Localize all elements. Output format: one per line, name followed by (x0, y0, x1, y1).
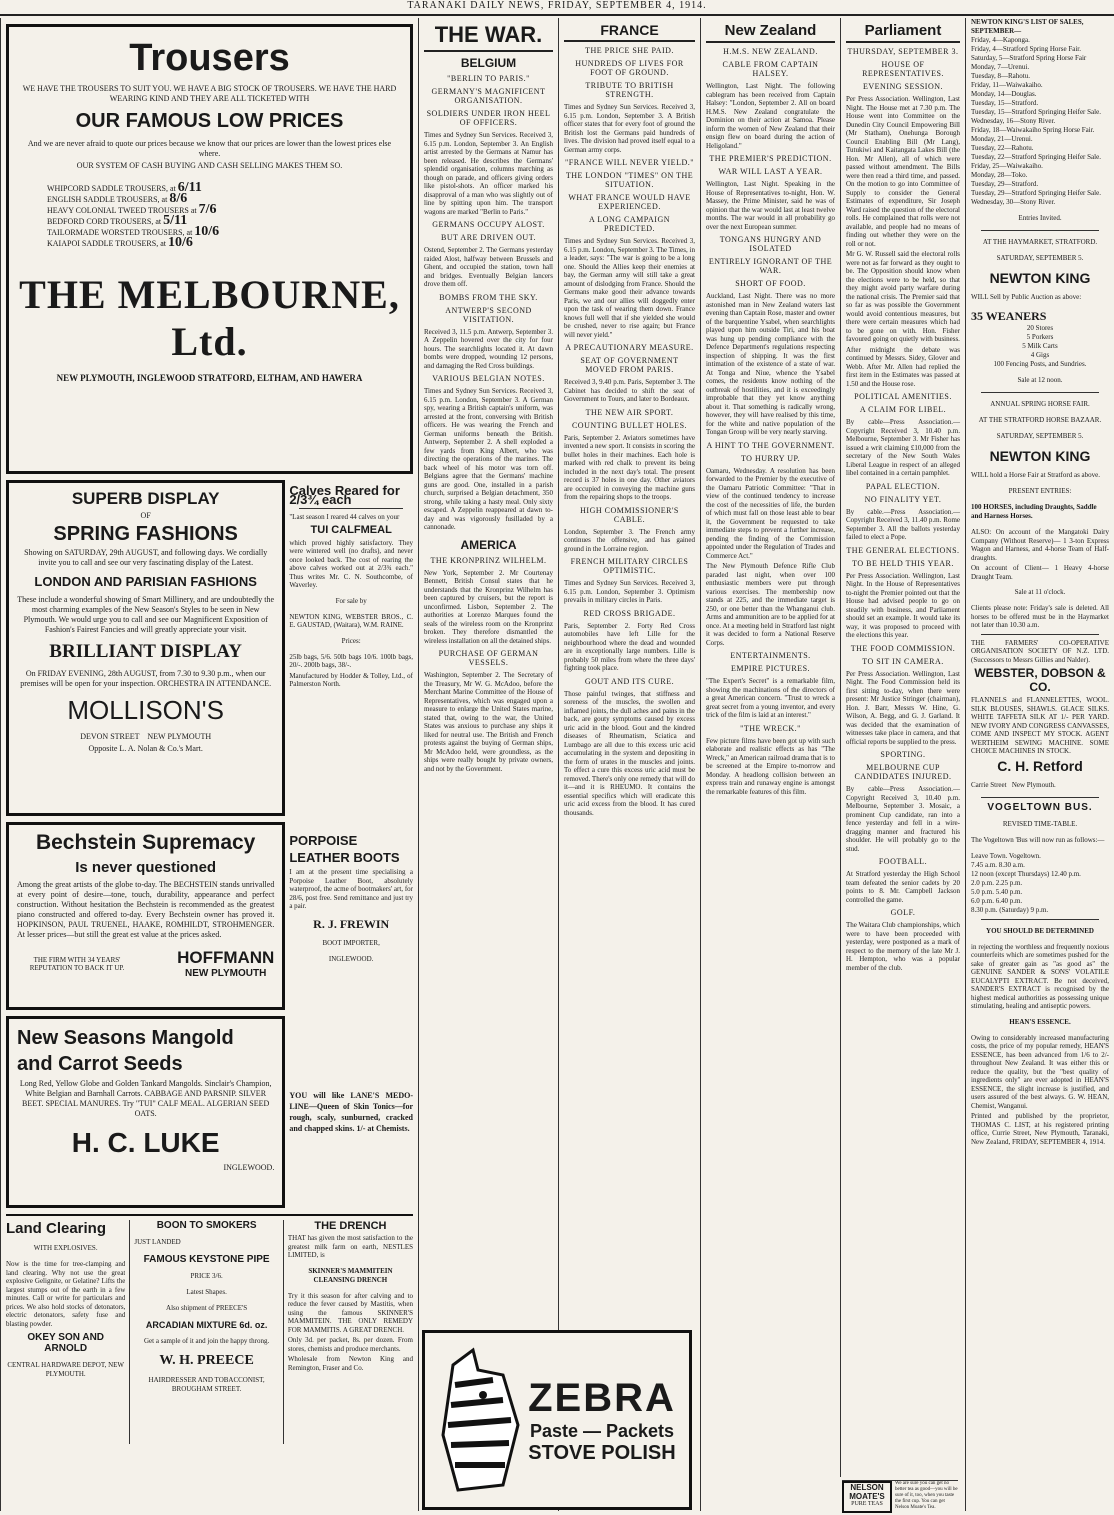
france-h12: HIGH COMMISSIONER'S CABLE. (580, 505, 679, 524)
list-item: Friday, 25—Waiwakaiho. (971, 162, 1043, 170)
parliament-h11: SPORTING. (880, 750, 926, 759)
america-heading: AMERICA (460, 537, 517, 552)
drench-product: SKINNER'S MAMMITEIN CLEANSING DRENCH (308, 1266, 393, 1284)
list-item: Tuesday, 22—Rahotu. (971, 144, 1034, 152)
list-item: Friday, 4—Stratford Spring Horse Fair. (971, 45, 1081, 53)
frewin-name: R. J. FREWIN (313, 916, 390, 931)
bechstein-subtitle: Is never questioned (75, 859, 217, 876)
list-item: Friday, 11—Waiwakaiho. (971, 81, 1043, 89)
bechstein-text: Among the great artists of the globe to-day. The BECHSTEIN stands unrivalled at every point of desire—tone, touch, durability, appearance and perfect construction. Without hesitation the Bechstein is recommended as the greatest piano constructed and offered to-day. Every Bechstein owner has proved it. HOPKINSON, PAUL TRUENEL, HAAKE, ROMHILDT, STROHMENGER. At lesser prices—but still the great est value at the prices asked. (17, 880, 275, 939)
column-notices (965, 18, 1114, 1511)
war-h4: GERMANS OCCUPY ALOST. (432, 220, 545, 229)
nz-title: New Zealand (706, 22, 835, 43)
fashion-text2: These include a wonderful showing of Smart Millinery, and are undoubtedly the most charming examples of the New Season's Styles to be seen in New Plymouth. We would urge you to call and see our Magnificent Exposition of Fashion's Fairest Fancies and will greatly appreciate your visit. (17, 595, 275, 634)
list-item: Monday, 7—Urenui. (971, 63, 1030, 71)
newton-weaners: 35 WEANERS (971, 309, 1047, 323)
bechstein-ad (6, 822, 285, 1010)
parliament-p8: By cable—Press Association.—Copyright Received 3, 10.40 p.m. Melbourne, September 3. Mosaic, a prominent Cup candidate, ran into a fence yesterday and fell in a wire-dragging manner and fractured his shoulder. He will probably go to the stud. (846, 785, 960, 853)
land-sub: WITH EXPLOSIVES. (33, 1244, 98, 1252)
trousers-item: WHIPCORD SADDLE TROUSERS, at 6/11 (47, 180, 202, 195)
list-item: Tuesday, 22—Stratford Springing Heifer Sale. (971, 153, 1101, 161)
list-item: Friday, 4—Kaponga. (971, 36, 1030, 44)
war-p1: Times and Sydney Sun Services. Received 3, 6.15 p.m. London, September 3. An English artist arrested by the Germans at Namur has been released. He describes the Germans' splendid organisation, columns marching as though on parade, and officers giving orders like pistol-shots. An officer marked his disapproval of a man who was slightly out of line by spitting upon him. The transport wagons are marked "Berlin to Paris." (424, 131, 553, 216)
sander-text: in rejecting the worthless and frequently noxious counterfeits which are sometimes pushed for the sake of greater gain as "as good as" the GENUINE SANDER & SONS' VOLATILE EUCALYPTI EXTRACT. Be not deceived, SANDER'S EXTRACT is recognised by the highest medical authorities as possessing unique stimulating, healing and antiseptic powers. (971, 942, 1109, 1010)
table-row: 7.45 a.m. 8.30 a.m. (971, 860, 1025, 869)
luke-town: INGLEWOOD. (223, 1163, 275, 1172)
parliament-h10: TO SIT IN CAMERA. (862, 656, 944, 666)
list-item: Tuesday, 15—Stratford Springing Heifer Sale. (971, 108, 1101, 116)
land-text: Now is the time for tree-clamping and land clearing. Why not use the great explosive Gelignite, or Gelatine? Lifts the largest stumps out of the earth in a few minutes. Call or write for particulars and prices. We also hold stocks of detonators, electric detonators, safety fuse and blasting powder. (6, 1260, 126, 1328)
newton-sale1: Sale at 12 noon. (1017, 376, 1063, 384)
france-p2: Times and Sydney Sun Services. Received 3, 6.15 p.m. London, September 3. The Times, in a leader, says: "The war is going to be a long one. Should the Allies keep their enemies at bay, the German army will still take a great amount of dislodging from France. Should the Germans make good their advance towards Paris, we and our allies will doggedly enter upon the task of wearing them down. France knows full well that if she yielded she would be crushed, never to rise again; but France will never yield." (564, 237, 695, 339)
calves-sellers: NEWTON KING, WEBSTER BROS., C. E. GAUSTAD, (Waitara), W.M. RAINE. (289, 612, 413, 629)
mangold-text: Long Red, Yellow Globe and Golden Tankard Mangolds. Sinclair's Champion, White Belgian and Barnhall Carrots. CABBAGE AND PARSNIP. SILVER BEET. SPECIAL MANURES. Try "TUI" CALF MEAL. ALGERIAN SEED OATS. (19, 1079, 272, 1118)
list-item: 20 Stores (1026, 324, 1054, 332)
nz-h6: ENTIRELY IGNORANT OF THE WAR. (708, 257, 833, 275)
calves-title: Calves Reared for 2/3¾ each (289, 483, 400, 507)
nz-p2: Wellington, Last Night. Speaking in the House of Representatives to-night, Hon. W. Massey, the Prime Minister, said he was of opinion that the war would last at least twelve months. The war would in all probability go over the next European summer. (706, 180, 835, 231)
nz-h8: A HINT TO THE GOVERNMENT. (706, 440, 835, 450)
lanes-ad (289, 1016, 413, 1208)
parliament-h14: GOLF. (890, 908, 916, 917)
parliament-h2: EVENING SESSION. (863, 82, 943, 91)
calves-quote: "Last season I reared 44 calves on your (289, 513, 400, 521)
land-ad (6, 1220, 125, 1444)
list-item: Monday, 21—Urenui. (971, 135, 1033, 143)
trousers-title: Trousers (129, 37, 290, 79)
newton-date2: SATURDAY, SEPTEMBER 5. (996, 432, 1084, 440)
mangold-title: New Seasons Mangold and Carrot Seeds (17, 1027, 234, 1075)
list-item: Monday, 14—Douglas. (971, 90, 1037, 98)
war-h6: BOMBS FROM THE SKY. (439, 292, 538, 302)
column-parliament (840, 18, 965, 1477)
war-p3: Received 3, 11.5 p.m. Antwerp, September 3. A Zeppelin hovered over the city for four hours. The searchlights located it. At dawn bombs were dropped, wounding 12 persons, and damaging the Red Cross buildings. (424, 327, 553, 370)
france-p8: Those painful twinges, that stiffness and soreness of the muscles, the swollen and inflamed joints, the dull aches and pains in the back, are gouty symptoms caused by excess uric acid in the blood. Gout and the kindred diseases of Rheumatism, Sciatica and Lumbago are all due to this excess uric acid accumulating in the system and depositing in the form of urates in the muscles and joints. To effect a cure this excess uric acid must be removed. There's only one remedy that will do it—and it is RHEUMO. It contains the essential specifics which will eradicate this uric acid excess from the blood. It has cured thousands. (564, 689, 695, 817)
france-p6: Times and Sydney Sun Services. Received 3, 6.15 p.m. London, September 3. Optimism prevails in military circles in Paris. (564, 579, 695, 604)
zebra-line1: Paste — Packets (529, 1420, 675, 1441)
france-h3: TRIBUTE TO BRITISH STRENGTH. (585, 81, 674, 99)
fashion-text3: On FRIDAY EVENING, 28th AUGUST, from 7.30 to 9.30 p.m., when our premises will be open for your inspection. ORCHESTRA IN ATTENDANCE. (20, 669, 272, 688)
list-item: Monday, 28—Toko. (971, 171, 1028, 179)
newton-text2: WILL hold a Horse Fair at Stratford as above. (971, 471, 1101, 479)
france-h15: GOUT AND ITS CURE. (584, 676, 675, 686)
trousers-item: ENGLISH SADDLE TROUSERS, at 8/6 (47, 191, 188, 206)
war-h8: VARIOUS BELGIAN NOTES. (432, 374, 545, 383)
france-h9: SEAT OF GOVERNMENT MOVED FROM PARIS. (580, 356, 679, 374)
column-ads-left (0, 18, 418, 1511)
bus-text: The Vogeltown 'Bus will now run as follows:— (971, 835, 1105, 844)
drench-ad (283, 1220, 413, 1444)
france-p1: Times and Sydney Sun Services. Received 3, 6.15 p.m. London, September 3. A British officer states that for every foot of ground the British lost the Germans paid hundreds of lives. The division had proved itself equal to a German army corps. (564, 103, 695, 154)
bus-title: VOGELTOWN BUS. (987, 801, 1093, 813)
parliament-h7: THE GENERAL ELECTIONS. (846, 545, 960, 555)
okey-address: CENTRAL HARDWARE DEPOT, NEW PLYMOUTH. (7, 1361, 125, 1378)
parliament-p9: At Stratford yesterday the High School team defeated the senior cadets by 20 points to 8. Mr. Campbell Jackson controlled the game. (846, 870, 960, 904)
list-item: Saturday, 5—Stratford Spring Horse Fair (971, 54, 1087, 62)
calves-ad (289, 480, 413, 816)
war-p2: Ostend, September 2. The Germans yesterday raided Alost, halfway between Brussels and Ghent, and occupied the station, town hall and bridges. Eventually Belgian lancers drove them off. (424, 246, 553, 288)
newton-title: NEWTON KING'S LIST OF SALES, SEPTEMBER— (971, 18, 1084, 35)
trousers-line1: And we are never afraid to quote our prices because we know that our prices are lower than the lowest prices else where. (27, 139, 392, 158)
nz-h9: TO HURRY UP. (740, 453, 801, 463)
bechstein-title: Bechstein Supremacy (35, 831, 256, 854)
newton-sale2: Sale at 11 o'clock. (1014, 588, 1066, 596)
list-item: Wednesday, 30—Stony River. (971, 198, 1056, 206)
nz-h3: THE PREMIER'S PREDICTION. (709, 154, 832, 163)
mangold-ad (6, 1016, 285, 1208)
calves-sale-by: For sale by (335, 596, 367, 605)
arcadian-mixture: ARCADIAN MIXTURE 6d. oz. (145, 1320, 268, 1330)
france-h5: THE LONDON "TIMES" ON THE SITUATION. (565, 171, 694, 189)
france-h10: THE NEW AIR SPORT. (585, 407, 674, 417)
zebra-ad (422, 1330, 692, 1510)
table-row: Leave Town. Vogeltown. (971, 851, 1041, 860)
smokers-also: Also shipment of PREECE'S (166, 1304, 248, 1312)
preece-role: HAIRDRESSER AND TOBACCONIST, BROUGHAM STREET. (148, 1376, 265, 1393)
drench-sellers: Wholesale from Newton King and Remington, Fraser and Co. (287, 1355, 413, 1372)
smokers-ad (129, 1220, 278, 1444)
calves-product: TUI CALFMEAL (310, 523, 392, 536)
printer-imprint: Printed and published by the proprietor, THOMAS C. LIST, at his registered printing office, Currie Street, New Plymouth, Taranaki, New Zealand, FRIDAY, SEPTEMBER 4, 1914. (971, 1112, 1109, 1146)
webster-goods: FLANNELS and FLANNELETTES, WOOL. SILK BLOUSES, SHAWLS. GLACE SILKS. WHITE TAFFETA SILK AT 1/- PER YARD. NEW IVORY AND CONGRESS CANVASSES, COME AND INSPECT MY STOCK. AGENT WERTHEIM SEWING MACHINE. SOME CHOICE MACHINES IN STOCK. (971, 696, 1109, 755)
calves-prices: 25lb bags, 5/6. 50lb bags 10/6. 100lb bags, 20/-. 200lb bags, 38/-. (289, 652, 413, 669)
list-item: Tuesday, 29—Stratford Springing Heifer Sale. (971, 189, 1101, 197)
pipe-price: PRICE 3/6. (190, 1272, 223, 1280)
column-france (558, 18, 700, 1511)
fashion-line3: LONDON AND PARISIAN FASHIONS (34, 574, 257, 589)
newton-horses: 100 HORSES, including Draughts, Saddle and Harness Horses. (971, 503, 1097, 520)
france-p3: Received 3, 9.40 p.m. Paris, September 3. The Cabinet has decided to shift the seat of Government to Tours, and later to Bordeaux. (564, 378, 695, 403)
newton-text1: WILL Sell by Public Auction as above: (971, 293, 1082, 301)
parliament-h12: MELBOURNE CUP CANDIDATES INJURED. (854, 763, 952, 781)
webster-dobson: WEBSTER, DOBSON & CO. (974, 666, 1106, 694)
belgium-heading: BELGIUM (460, 56, 517, 70)
war-title: THE WAR. (424, 22, 553, 52)
parliament-p3: After midnight the debate was continued by Messrs. Sidey, Glover and Webb. After Mr. Allen had replied the first item in the Estimates was passed at 1.50 and the House rose. (846, 345, 960, 388)
smokers-line1: JUST LANDED (134, 1238, 181, 1246)
trousers-item: BEDFORD CORD TROUSERS, at 5/11 (47, 213, 188, 228)
war-h1: "BERLIN TO PARIS." (447, 74, 530, 83)
list-item: Tuesday, 8—Rahotu. (971, 72, 1030, 80)
france-h13: FRENCH MILITARY CIRCLES OPTIMISTIC. (570, 557, 689, 575)
table-row: 5.0 p.m. 5.40 p.m. (971, 887, 1023, 896)
war-p5: New York, September 2. Mr Courtenay Bennett, British Consul states that he understands that the Kronprinz Wilhelm has been captured by cruisers, but the report is unconfirmed. Lisbon, September 2. The authorities at Lorenzo Marques found the seals of the wireless room on the Kronprinz broken. They therefore dismantled the wireless installation on all the detained ships. (424, 568, 553, 645)
newton-h1: ANNUAL SPRING HORSE FAIR. (990, 400, 1090, 408)
calves-text: which proved highly satisfactory. They were wintered well (no drafts), and never once looked back. The cost of rearing the above calves worked out at 2/3¾ each." Thus writes Mr. C. N. Southcombe, of Waverley. (289, 538, 413, 589)
smokers-sample: Get a sample of it and join the happy throng. (144, 1337, 270, 1345)
table-row: 2.0 p.m. 2.25 p.m. (971, 878, 1023, 887)
newton-name1: NEWTON KING (989, 270, 1091, 286)
list-item: 100 Fencing Posts, and Sundries. (993, 360, 1087, 368)
calves-maker: Manufactured by Hodder & Tolley, Ltd., of Palmerston North. (289, 671, 413, 688)
drench-price: Only 3d. per packet, 8s. per dozen. From stores, chemists and produce merchants. (287, 1336, 413, 1353)
war-h10: PURCHASE OF GERMAN VESSELS. (438, 649, 539, 667)
war-p4: Times and Sydney Sun Services. Received 3, 6.15 p.m. London, September 3. A German spy, wearing a British captain's uniform, was arrested at the front, conversing with British officers. He was wearing the French and German uniforms beneath the British. Antwerp, September 2. A shell exploded a few yards from King Albert, who was directing the operations of the marines. The back wheel of his motor was torn off. Belgians agree that the Germans' machine guns are good. One, installed in a parish church, surprised a Belgian detachment, 350 strong, while taking a hasty meal. Only sixty escaped. A Zeppelin reappeared at dawn to-day and was vigorously fusilladed by a cannonade. (424, 387, 553, 531)
column-nz (700, 18, 840, 1511)
trousers-headline: OUR FAMOUS LOW PRICES (75, 110, 344, 132)
keystone-pipe: FAMOUS KEYSTONE PIPE (143, 1254, 270, 1265)
war-h2: GERMANY'S MAGNIFICENT ORGANISATION. (431, 87, 546, 105)
france-h7: A LONG CAMPAIGN PREDICTED. (589, 215, 670, 233)
nz-h11: EMPIRE PICTURES. (730, 664, 811, 673)
fashion-line4: BRILLIANT DISPLAY (49, 641, 243, 662)
sander-title: YOU SHOULD BE DETERMINED (986, 926, 1094, 935)
smokers-title: BOON TO SMOKERS (156, 1220, 257, 1231)
porpoise-ad (289, 822, 413, 1010)
mollisons-address: DEVON STREET NEW PLYMOUTH (80, 732, 212, 741)
fashion-text1: Showing on SATURDAY, 29th AUGUST, and following days. We cordially invite you to call and see our very fascinating display of the Latest. (24, 548, 268, 567)
retford-address: Carrie Street New Plymouth. (971, 780, 1056, 789)
trousers-item: KAIAPOI SADDLE TROUSERS, at 10/6 (47, 235, 193, 250)
nelson-brand: NELSON MOATE'S (849, 1483, 885, 1501)
calves-prices-label: Prices: (341, 636, 361, 645)
parliament-p4: By cable—Press Association.—Copyright Received 3, 10.40 p.m. Melbourne, September 3. Mr Fisher has issued a writ claiming £10,000 from the secretary of the New South Wales Liberal League in respect of an alleged libel contained in a certain pamphlet. (846, 418, 960, 477)
france-h4: "FRANCE WILL NEVER YIELD." (565, 158, 694, 167)
table-row: 12 noon (except Thursdays) 12.40 p.m. (971, 869, 1081, 878)
bechstein-firm: THE FIRM WITH 34 YEARS' REPUTATION TO BACK IT UP. (29, 955, 125, 972)
masthead: TARANAKI DAILY NEWS, FRIDAY, SEPTEMBER 4, 1914. (0, 0, 1114, 16)
column-war (418, 18, 558, 1511)
newton-date1: SATURDAY, SEPTEMBER 5. (996, 254, 1084, 262)
war-h3: SOLDIERS UNDER IRON HEEL OF OFFICERS. (426, 109, 551, 127)
list-item: Tuesday, 15—Stratford. (971, 99, 1039, 107)
parliament-p2: Mr G. W. Russell said the electoral rolls were not as far forward as they ought to be. The Opposition should know when the elections were to be held, so that they might avoid party warfare during the national crisis. The Premier said that so far as was possible the Government would avoid contentious measures, but there were certain measures which had to be gone on with. Hon. Fisher favoured going on quietly with business. (846, 250, 960, 343)
porpoise-title: PORPOISE LEATHER BOOTS (289, 833, 400, 865)
land-title: Land Clearing (6, 1220, 107, 1237)
france-h14: RED CROSS BRIGADE. (583, 608, 676, 618)
france-p7: Paris, September 2. Forty Red Cross automobiles have left Lille for the neighbourhood where the dead and wounded are in exceptionally large numbers. Lille is probably 50 miles from where the three days' fighting took place. (564, 621, 695, 672)
war-p6: Washington, September 2. The Secretary of the Treasury, Mr W. G. McAdoo, before the Merchant Marine Committee of the House of Representatives, which was engaged upon a measure to enlarge the United States marine, stated that, owing to the war, the United States was anxious to purchase any ships it liked for neutral use. The British and French protests against the buying of German ships, Mr McAdoo held, were groundless, as the ships were really bought by private owners, and not by the Government. (424, 671, 553, 773)
nelson-text: We are sure you can get no better tea as good—you will be sure of it, too, when you taste the first cup. You can get Nelson Moate's Tea. (895, 1481, 958, 1510)
nz-p6: "The Expert's Secret" is a remarkable film, showing the machinations of the directors of a great American concern. "Trust to wreck a great secret from a young inventor, and every trick of the film is laid at an interest." (706, 677, 835, 719)
list-item: 5 Porkers (1026, 333, 1054, 341)
zebra-line2: STOVE POLISH (528, 1441, 676, 1464)
parliament-title: Parliament (846, 22, 960, 43)
newton-farmers: THE FARMERS' CO-OPERATIVE ORGANISATION SOCIETY OF N.Z. LTD. (Successors to Messrs Gillies and Nalder). (971, 638, 1109, 664)
newton-name2: NEWTON KING (989, 448, 1091, 464)
newton-clients: Clients please note: Friday's sale is deleted. All horses to be offered must be in the Haymarket not later than 10.30 a.m. (971, 604, 1109, 629)
newton-haymarket: AT THE HAYMARKET, STRATFORD. (982, 238, 1098, 246)
hean-title: HEAN'S ESSENCE. (1009, 1017, 1071, 1026)
parliament-h6: NO FINALITY YET. (864, 494, 942, 504)
fashion-line1: SUPERB DISPLAY (71, 489, 220, 508)
nz-h10: ENTERTAINMENTS. (730, 651, 811, 660)
trousers-line2: OUR SYSTEM OF CASH BUYING AND CASH SELLING MAKES THEM SO. (76, 161, 343, 170)
porpoise-text: I am at the present time specialising a Porpoise Leather Boot, absolutely waterproof, the acme of bootmakers' art, for 28/6, post free. Send remittance and just try a pair. (289, 868, 413, 910)
france-p4: Paris, September 2. Aviators sometimes have invented a new sport. It consists in scoring the bullet holes in their machines. Each hole is marked with red chalk to prevent its being included in the next day's total. The present record is 37 holes in one day. Other aviators are occupied in conveying the machine guns from the repairing shops to the troops. (564, 433, 695, 501)
bus-sub: REVISED TIME-TABLE. (1002, 819, 1078, 828)
parliament-p7: Per Press Association. Wellington, Last Night. The Food Commission held its first sitting to-day, when there were present: Mr Justice Stringer (chairman), Hon. J. Barr, Messrs W. Hine, G. Wilson, A. Begg, and G. J. Garland. It was decided that the examination of witnesses take place in camera, and that official reports be supplied to the press. (846, 669, 960, 746)
drench-text: THAT has given the most satisfaction to the greatest milk farm on earth, NESTLES LIMITED, is (287, 1234, 413, 1259)
zebra-head-icon (433, 1345, 523, 1495)
trousers-item: HEAVY COLONIAL TWEED TROUSERS at 7/6 (47, 202, 217, 217)
france-h2: HUNDREDS OF LIVES FOR FOOT OF GROUND. (575, 59, 684, 77)
hoffmann-store: HOFFMANN (177, 948, 275, 967)
newton-account: On account of Client— 1 Heavy 4-horse Draught Team. (971, 564, 1109, 581)
table-row: 8.30 p.m. (Saturday) 9 p.m. (971, 905, 1049, 914)
parliament-h13: FOOTBALL. (878, 857, 928, 866)
newton-h2: AT THE STRATFORD HORSE BAZAAR. (978, 416, 1102, 424)
list-item: Tuesday, 29—Stratford. (971, 180, 1039, 188)
nz-p1: Wellington, Last Night. The following cablegram has been received from Captain Halsey: "London, September 2. All on board H.M.S. New Zealand congratulate the Dominion on their action at Samoa. Please inform the women of New Zealand that their ensign flew on board during the action of Heligoland." (706, 82, 835, 150)
retford-name: C. H. Retford (997, 757, 1083, 774)
list-item: 4 Gigs (1030, 351, 1050, 359)
luke-name: H. C. LUKE (71, 1127, 220, 1158)
parliament-h1: HOUSE OF REPRESENTATIVES. (862, 60, 944, 78)
parliament-date: THURSDAY, SEPTEMBER 3. (847, 47, 959, 56)
frewin-town: INGLEWOOD. (328, 954, 374, 963)
france-p5: London, September 3. The French army continues the offensive, and has gained ground in the Lorraine region. (564, 527, 695, 553)
war-h9: THE KRONPRINZ WILHELM. (430, 555, 547, 565)
nelson-ad (842, 1480, 958, 1513)
war-h5: BUT ARE DRIVEN OUT. (441, 233, 536, 242)
list-item: 5 Milk Carts (1022, 342, 1058, 350)
parliament-h4: A CLAIM FOR LIBEL. (859, 405, 947, 414)
war-h7: ANTWERP'S SECOND VISITATION. (445, 305, 532, 324)
france-h6: WHAT FRANCE WOULD HAVE EXPERIENCED. (568, 193, 691, 211)
parliament-p1: Per Press Association. Wellington, Last Night. The House met at 7.30 p.m. The House went into Committee on the Dunedin City Council Empowering Bill (Mr Statham), Onehunga Borough Council Enabling Bill (Mr Lang), Tutukiwi and Kaitangata Lakes Bill (the Hon. Mr Allen), all of which were passed without amendment. The Bills were then read a third time, and passed. On the motion to go into Committee of Supply to consider the General Estimates of expenditure, Sir Joseph Ward raised the question of the electoral rolls. He complained that rolls were not available, and people had no means of finding out whether they were on the roll or not. (846, 95, 960, 248)
newton-sales-list (971, 36, 1109, 207)
trousers-ad (6, 24, 413, 474)
fashion-line2: SPRING FASHIONS (53, 523, 238, 545)
nelson-sub: PURE TEAS (851, 1501, 883, 1507)
drench-text2: Try it this season for after calving and to reduce the fever caused by Mastitis, when using the famous SKINNER'S MAMMITEIN. THE ONLY REMEDY FOR MAMMITIS. A GREAT DRENCH. (287, 1291, 413, 1334)
nz-h7: SHORT OF FOOD. (735, 279, 806, 288)
frewin-role: BOOT IMPORTER, (322, 938, 380, 947)
newton-also: ALSO: On account of the Mangatoki Dairy Company (Without Reserve)— 1 3-ton Express Wagon and Harness, and 4-horse Team of Half-draughts. (971, 528, 1109, 562)
france-h1: THE PRICE SHE PAID. (585, 46, 674, 55)
nz-h5: TONGANS HUNGRY AND ISOLATED (719, 235, 822, 253)
parliament-p10: The Waitara Club championships, which were to have been proceeded with yesterday, were postponed as a mark of respect to the memory of the late Mr J. H. Hempton, who was a popular member of the club. (846, 921, 960, 972)
newton-entries: Entries Invited. (1018, 214, 1062, 222)
parliament-h5: PAPAL ELECTION. (865, 481, 941, 491)
okey-store: OKEY SON AND ARNOLD (27, 1332, 105, 1354)
nz-h12: "THE WRECK." (740, 723, 801, 733)
hoffmann-town: NEW PLYMOUTH (185, 968, 267, 979)
mollisons-store: MOLLISON'S (67, 695, 224, 725)
melbourne-towns: NEW PLYMOUTH, INGLEWOOD STRATFORD, ELTHAM, AND HAWERA (56, 373, 363, 383)
newton-entries2: PRESENT ENTRIES: (1008, 487, 1072, 495)
list-item: Wednesday, 16—Stony River. (971, 117, 1056, 125)
parliament-h9: THE FOOD COMMISSION. (850, 643, 956, 653)
parliament-p5: By cable.—Press Association.—Copyright Received 3, 11.40 p.m. Rome September 3. All the ballots yesterday failed to elect a Pope. (846, 507, 960, 541)
lanes-text: YOU will like LANE'S MEDO-LINE—Queen of Skin Tonics—for rough, scaly, sunburned, cracked and chapped skins. 1/- at Chemists. (289, 1091, 413, 1133)
fashion-ad (6, 480, 285, 816)
france-title: FRANCE (564, 22, 695, 42)
trousers-intro: WE HAVE THE TROUSERS TO SUIT YOU. WE HAVE A BIG STOCK OF TROUSERS. WE HAVE THE HARD WEARING KIND AND THEY ARE ALL TICKETED WITH (22, 84, 397, 103)
nz-p5: The New Plymouth Defence Rifle Club paraded last night, when over 100 enthusiastic members were put through various exercises. The membership now stands at 225, and the immediate target is 250, or one better than the Whanganui club. Arms and ammunition are to be applied for at once. At a meeting held in Stratford last night it was decided to form a National Reserve Corps. (706, 562, 835, 647)
hean-text: Owing to considerably increased manufacturing costs, the price of my popular remedy, HEAN'S ESSENCE, has been advanced from 1/6 to 2/- throughout New Zealand. It was either this or reduce the quality, but the "best quality of ingredients only" are ever adopted in HEAN'S ESSENCE, the slight increase is justified, and users assured of the best always. G. W. HEAN, Chemist, Wanganui. (971, 1033, 1109, 1110)
nz-h1: H.M.S. NEW ZEALAND. (723, 47, 818, 56)
list-item: Friday, 18—Waiwakaiho Spring Horse Fair. (971, 126, 1095, 134)
nz-p3: Auckland, Last Night. There was no more astonished man in New Zealand waters last evening than Captain Rose, master and owner of the barquentine Ysabel, when searchlights played upon him outside Tiri, and his boat was hung up pending compliance with the Defence Department's regulations respecting inspection of shipping. It was the first intimation of the existence of a state of war. At Tonga and Niue, whence the Ysabel comes, the residents know nothing of the outbreak of hostilities, and it is exceedingly improbable that they yet know anything about it. That something is radically wrong, however, they will have realised by this time, for the white and native population of the Tongan Group will be very nearly starving. (706, 292, 835, 436)
zebra-title: ZEBRA (528, 1375, 676, 1420)
preece-name: W. H. PREECE (159, 1353, 254, 1368)
nz-h4: WAR WILL LAST A YEAR. (718, 167, 823, 176)
france-h8: A PRECAUTIONARY MEASURE. (565, 343, 694, 352)
parliament-h8: TO BE HELD THIS YEAR. (852, 558, 954, 568)
trousers-item: TAILORMADE WORSTED TROUSERS, at 10/6 (47, 224, 220, 239)
parliament-h3: POLITICAL AMENITIES. (854, 392, 952, 401)
nz-p4: Oamaru, Wednesday. A resolution has been forwarded to the Premier by the executive of the Oamaru Patriotic Committee: "That in view of the continued tendency to increase the cost of the necessities of life, the burden of which must fall on those least able to bear it, the Government be requested to take immediate steps to prevent a further increase, pending the finding of the Commission appointed under the Regulation of Trades and Commerce Act." (706, 466, 835, 560)
table-row: 6.0 p.m. 6.40 p.m. (971, 896, 1023, 905)
parliament-p6: Per Press Association. Wellington, Last Night. In the House of Representatives to-night the Premier pointed out that the House had advised people to go on steadily with business, and Parliament should set an example. It would take its way, it was proposed to proceed with the elections this year. (846, 571, 960, 639)
nz-p7: Few picture films have been got up with such elaborate and realistic effects as has "The Wreck," an American railroad drama that is to be screened at the Empire to-morrow and Monday. A headlong collision between an express train and runaway engine is amongst the remarkable features of this film. (706, 736, 835, 796)
mollisons-opposite: Opposite L. A. Nolan & Co.'s Mart. (88, 744, 203, 753)
pipe-shapes: Latest Shapes. (186, 1288, 227, 1296)
nz-h2: CABLE FROM CAPTAIN HALSEY. (722, 60, 819, 78)
france-h11: COUNTING BULLET HOLES. (571, 420, 688, 430)
melbourne-store: THE MELBOURNE, Ltd. (19, 272, 400, 364)
drench-title: THE DRENCH (314, 1220, 387, 1232)
fashion-of: OF (140, 511, 151, 520)
